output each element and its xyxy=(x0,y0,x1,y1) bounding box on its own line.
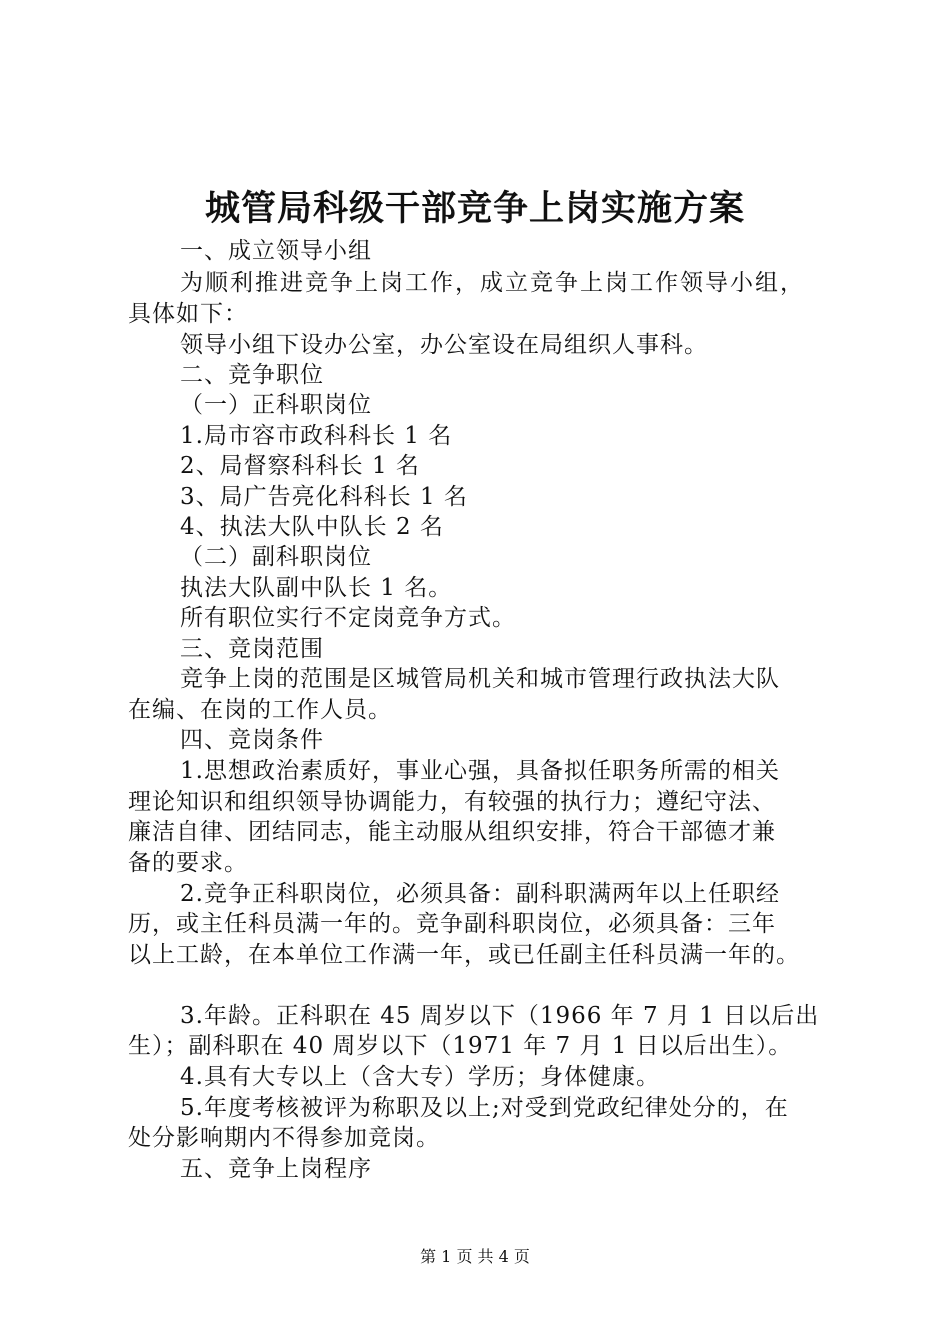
paragraph-line: 3.年龄。正科职在 45 周岁以下（1966 年 7 月 1 日以后出 xyxy=(180,1003,820,1029)
paragraph-line: 理论知识和组织领导协调能力，有较强的执行力；遵纪守法、 xyxy=(128,789,776,815)
paragraph-line: 在编、在岗的工作人员。 xyxy=(128,697,392,723)
paragraph-line: 4.具有大专以上（含大专）学历；身体健康。 xyxy=(180,1064,660,1090)
list-item: 3、局广告亮化科科长 1 名 xyxy=(180,484,468,510)
list-item: 2、局督察科科长 1 名 xyxy=(180,453,420,479)
section-heading-3: 三、竞岗范围 xyxy=(180,636,324,662)
paragraph-line: 所有职位实行不定岗竞争方式。 xyxy=(180,605,516,631)
paragraph-line: 廉洁自律、团结同志，能主动服从组织安排，符合干部德才兼 xyxy=(128,819,776,845)
paragraph-line: 备的要求。 xyxy=(128,850,248,876)
paragraph-line: 5.年度考核被评为称职及以上;对受到党政纪律处分的，在 xyxy=(180,1095,789,1121)
subsection-heading: （一）正科职岗位 xyxy=(180,392,372,418)
page-number-footer: 第 1 页 共 4 页 xyxy=(420,1247,530,1266)
subsection-heading: （二）副科职岗位 xyxy=(180,544,372,570)
paragraph-line: 1.思想政治素质好，事业心强，具备拟任职务所需的相关 xyxy=(180,758,780,784)
section-heading-2: 二、竞争职位 xyxy=(180,362,324,388)
paragraph-line: 领导小组下设办公室，办公室设在局组织人事科。 xyxy=(180,332,708,358)
list-item: 执法大队副中队长 1 名。 xyxy=(180,575,453,601)
paragraph-line: 竞争上岗的范围是区城管局机关和城市管理行政执法大队 xyxy=(180,666,780,692)
section-heading-4: 四、竞岗条件 xyxy=(180,727,324,753)
section-heading-1: 一、成立领导小组 xyxy=(180,238,372,264)
list-item: 4、执法大队中队长 2 名 xyxy=(180,514,444,540)
paragraph-line: 生）；副科职在 40 周岁以下（1971 年 7 月 1 日以后出生）。 xyxy=(128,1033,793,1059)
paragraph-line: 历，或主任科员满一年的。竞争副科职岗位，必须具备：三年 xyxy=(128,911,776,937)
document-title: 城管局科级干部竞争上岗实施方案 xyxy=(204,188,745,229)
paragraph-line: 处分影响期内不得参加竞岗。 xyxy=(128,1125,440,1151)
paragraph-line: 为顺利推进竞争上岗工作，成立竞争上岗工作领导小组， xyxy=(180,270,805,296)
list-item: 1.局市容市政科科长 1 名 xyxy=(180,423,453,449)
paragraph-line: 具体如下： xyxy=(128,301,248,327)
section-heading-5: 五、竞争上岗程序 xyxy=(180,1156,372,1182)
paragraph-line: 以上工龄，在本单位工作满一年，或已任副主任科员满一年的。 xyxy=(128,942,800,968)
paragraph-line: 2.竞争正科职岗位，必须具备：副科职满两年以上任职经 xyxy=(180,881,780,907)
